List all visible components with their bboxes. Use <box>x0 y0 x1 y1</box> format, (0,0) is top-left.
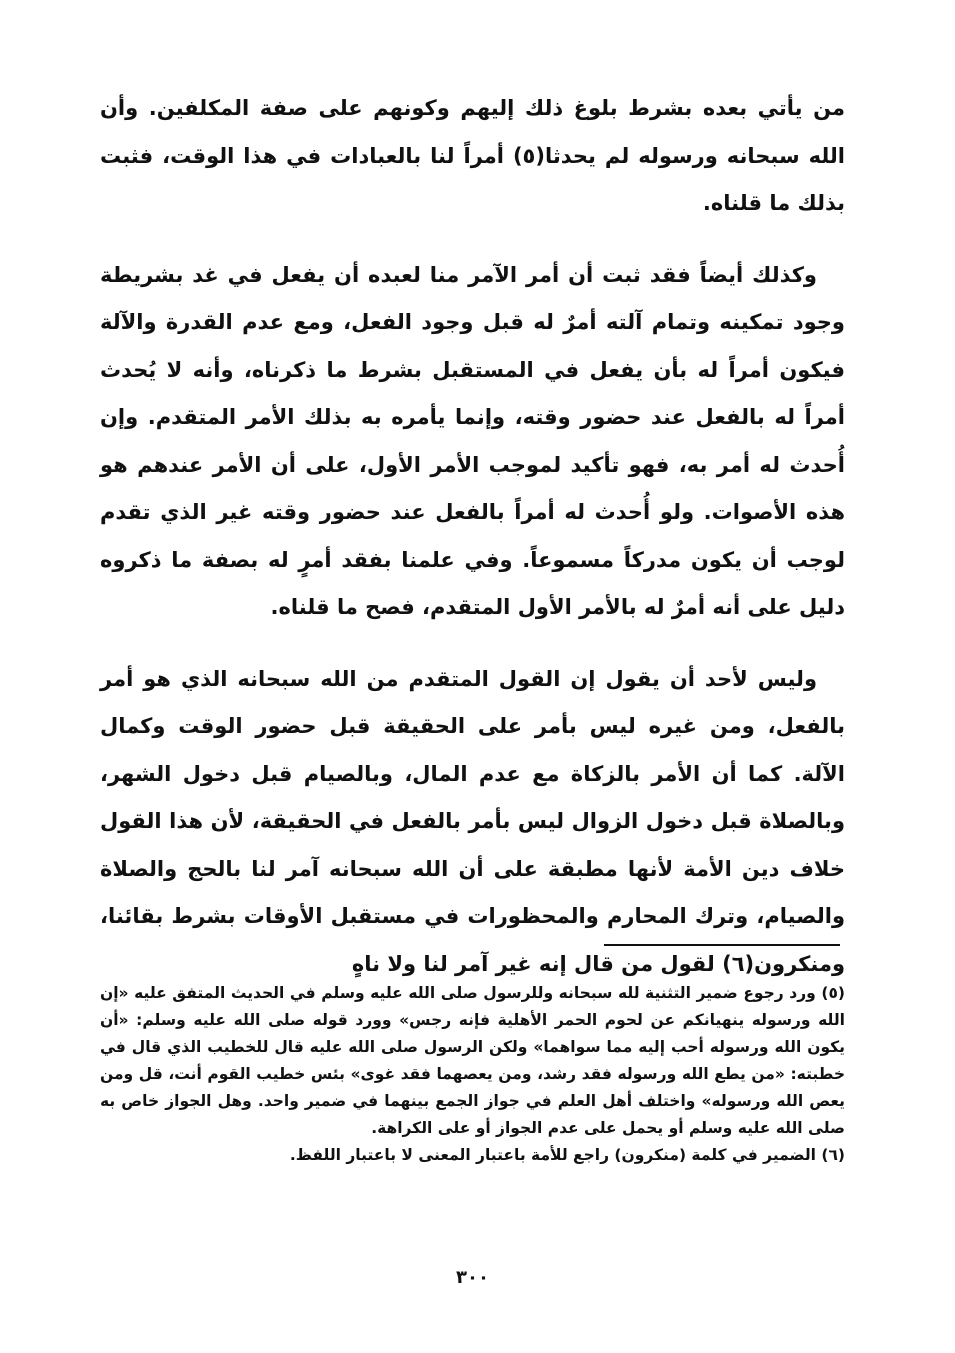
paragraph-2: وكذلك أيضاً فقد ثبت أن أمر الآمر منا لعبده أن يفعل في غد بشريطة وجود تمكينه وتمام آلته أمرٌ له قبل وجود الفعل، ومع عدم القدرة والآلة فيكون أمراً له بأن يفعل في المستقبل بشرط ما ذكرناه، وأنه لا يُحدث أمراً له بالفعل عند حضور وقته، وإنما يأمره به بذلك الأمر المتقدم. وإن أُحدث له أمر به، فهو تأكيد لموجب الأمر الأول، على أن الأمر عندهم هو هذه الأصوات. ولو أُحدث له أمراً بالفعل عند حضور وقته غير الذي تقدم لوجب أن يكون مدركاً مسموعاً. وفي علمنا بفقد أمرٍ له بصفة ما ذكروه دليل على أنه أمرٌ له بالأمر الأول المتقدم، فصح ما قلناه. <box>100 262 845 619</box>
footnotes <box>100 980 845 1169</box>
paragraph-3: وليس لأحد أن يقول إن القول المتقدم من الله سبحانه الذي هو أمر بالفعل، ومن غيره ليس بأمر على الحقيقة قبل حضور الوقت وكمال الآلة. كما أن الأمر بالزكاة مع عدم المال، وبالصيام قبل دخول الشهر، وبالصلاة قبل دخول الزوال ليس بأمر بالفعل في الحقيقة، لأن هذا القول خلاف دين الأمة لأنها مطبقة على أن الله سبحانه آمر لنا بالحج والصلاة والصيام، وترك المحارم والمحظورات في مستقبل الأوقات بشرط بقائنا، ومنكرون(٦) لقول من قال إنه غير آمر لنا ولا ناهٍ <box>100 666 845 976</box>
footnote-divider <box>604 944 840 946</box>
page-number: ٣٠٠ <box>456 1267 489 1288</box>
body-text <box>100 85 845 988</box>
paragraph-1: من يأتي بعده بشرط بلوغ ذلك إليهم وكونهم على صفة المكلفين. وأن الله سبحانه ورسوله لم يحدثا(٥) أمراً لنا بالعبادات في هذا الوقت، فثبت بذلك ما قلناه. <box>100 96 846 215</box>
footnote-6: (٦) الضمير في كلمة (منكرون) راجع للأمة باعتبار المعنى لا باعتبار اللفظ. <box>289 1146 845 1164</box>
book-page <box>100 85 845 1310</box>
footnote-5: (٥) ورد رجوع ضمير التثنية لله سبحانه وللرسول صلى الله عليه وسلم في الحديث المتفق عليه «إن الله ورسوله ينهيانكم عن لحوم الحمر الأهلية فإنه رجس» وورد قوله صلى الله عليه وسلم: «أن يكون الله ورسوله أحب إليه مما سواهما» ولكن الرسول صلى الله عليه قال للخطيب الذي قال في خطبته: «من يطع الله ورسوله فقد رشد، ومن يعصهما فقد غوى» بئس خطيب القوم أنت، قل ومن يعص الله ورسوله» واختلف أهل العلم في جواز الجمع بينهما في ضمير واحد. وهل الجواز خاص به صلى الله عليه وسلم أو يحمل على عدم الجواز أو على الكراهة. <box>100 984 845 1137</box>
